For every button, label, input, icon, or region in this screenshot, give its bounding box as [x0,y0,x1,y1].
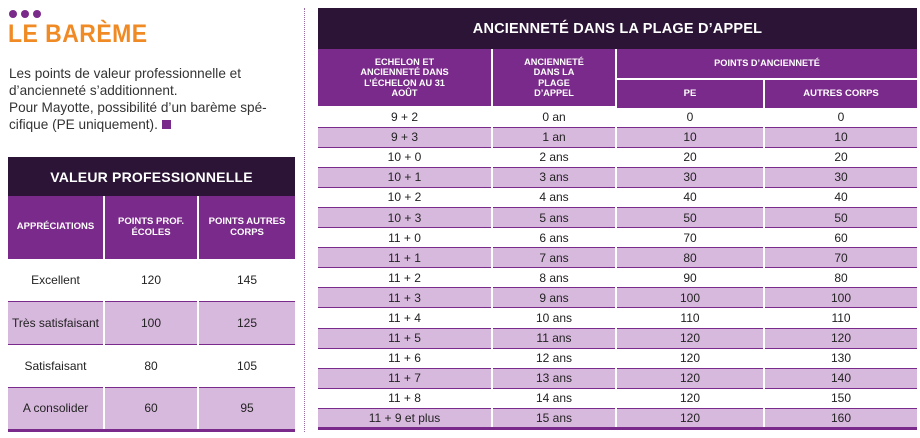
table-cell: 0 [764,107,917,127]
intro-text [9,65,299,133]
table-cell: 60 [764,228,917,248]
table-cell: 10 + 1 [318,167,492,187]
table-cell: 95 [198,387,295,430]
table-row [8,344,295,387]
table-cell: 1 an [492,127,616,147]
table-cell: 80 [764,268,917,288]
table-row [318,147,917,167]
table-cell: 2 ans [492,147,616,167]
table-row [318,388,917,408]
table-row [318,308,917,328]
table-cell: 160 [764,408,917,428]
table-cell: 0 an [492,107,616,127]
column-header: APPRÉCIATIONS [8,196,104,258]
table-row [318,288,917,308]
table-cell: 80 [104,344,198,387]
table-cell: 6 ans [492,228,616,248]
table-cell: 40 [616,187,764,207]
table-cell: 110 [764,308,917,328]
table-row [318,127,917,147]
column-header: ANCIENNETÉ DANS LA PLAGE D’APPEL [492,49,616,107]
table-cell: 12 ans [492,348,616,368]
table-cell: A consolider [8,387,104,430]
table-cell: 11 + 8 [318,388,492,408]
table-cell: 3 ans [492,167,616,187]
end-square-icon [162,120,171,129]
table-cell: 14 ans [492,388,616,408]
table-cell: 30 [616,167,764,187]
anciennete-table [318,8,917,430]
table-title: ANCIENNETÉ DANS LA PLAGE D’APPEL [318,8,917,49]
table-row [318,107,917,127]
table-row [318,228,917,248]
table-cell: 120 [616,328,764,348]
column-divider [304,8,305,432]
table-cell: 100 [104,301,198,344]
table-cell: 145 [198,258,295,301]
page-title: LE BARÈME [8,20,148,48]
table-cell: 11 ans [492,328,616,348]
table-row [318,167,917,187]
table-title: VALEUR PROFESSIONNELLE [8,157,295,196]
table-cell: 110 [616,308,764,328]
intro-line-mayotte [9,99,299,133]
column-header: POINTS AUTRES CORPS [198,196,295,258]
intro-line: Pour Mayotte, possibilité d’un barème spé-cifique (PE uniquement). [9,100,267,132]
table-cell: 20 [764,147,917,167]
table-cell: 5 ans [492,207,616,227]
table-row [318,268,917,288]
column-header: AUTRES CORPS [764,79,917,107]
table-row [318,187,917,207]
table-cell: 60 [104,387,198,430]
table-cell: 140 [764,368,917,388]
intro-line: Les points de valeur professionnelle et d’ancienneté s’additionnent. [9,66,241,98]
table-row [318,348,917,368]
table-cell: 150 [764,388,917,408]
table-cell: 10 [616,127,764,147]
table-cell: 11 + 9 et plus [318,408,492,428]
table-cell: 120 [616,388,764,408]
table-cell: 120 [616,408,764,428]
table-cell: 90 [616,268,764,288]
table-row [8,301,295,344]
table-cell: 11 + 0 [318,228,492,248]
table-cell: 10 [764,127,917,147]
table-cell: 4 ans [492,187,616,207]
table-cell: 125 [198,301,295,344]
table-cell: 100 [616,288,764,308]
table-cell: 0 [616,107,764,127]
table-cell: 11 + 4 [318,308,492,328]
table-row [318,248,917,268]
column-header: POINTS PROF. ÉCOLES [104,196,198,258]
table-cell: 100 [764,288,917,308]
table-cell: 10 + 2 [318,187,492,207]
table-cell: 40 [764,187,917,207]
table-cell: 8 ans [492,268,616,288]
dot-icon [21,10,29,18]
table-cell: 11 + 5 [318,328,492,348]
table-cell: 50 [764,207,917,227]
table-cell: 13 ans [492,368,616,388]
table-cell: 70 [616,228,764,248]
table-cell: Excellent [8,258,104,301]
table-row [318,368,917,388]
table-cell: 11 + 1 [318,248,492,268]
table-cell: 11 + 2 [318,268,492,288]
table-cell: 120 [616,368,764,388]
table-row [8,387,295,430]
table-cell: 9 + 3 [318,127,492,147]
table-cell: 120 [616,348,764,368]
table-cell: 7 ans [492,248,616,268]
table-cell: 105 [198,344,295,387]
table-cell: 120 [104,258,198,301]
table-cell: 15 ans [492,408,616,428]
table-row [318,328,917,348]
table-cell: 11 + 6 [318,348,492,368]
table-cell: 10 + 0 [318,147,492,167]
table-cell: 70 [764,248,917,268]
table-cell: 20 [616,147,764,167]
table-cell: 9 + 2 [318,107,492,127]
table-cell: 11 + 7 [318,368,492,388]
table-cell: 30 [764,167,917,187]
column-header: PE [616,79,764,107]
table-cell: Satisfaisant [8,344,104,387]
table-cell: 120 [764,328,917,348]
decorative-dots [9,10,41,18]
table-row [8,258,295,301]
table-cell: 50 [616,207,764,227]
table-cell: Très satisfaisant [8,301,104,344]
table-row [318,408,917,428]
table-cell: 9 ans [492,288,616,308]
table-cell: 10 ans [492,308,616,328]
table-cell: 11 + 3 [318,288,492,308]
table-cell: 130 [764,348,917,368]
anciennete-rows [318,107,917,429]
table-cell: 10 + 3 [318,207,492,227]
dot-icon [9,10,17,18]
table-cell: 80 [616,248,764,268]
table-row [318,207,917,227]
dot-icon [33,10,41,18]
valeur-professionnelle-table [8,157,295,432]
column-group-header: POINTS D’ANCIENNETÉ [616,49,917,79]
column-header: ECHELON ET ANCIENNETÉ DANS L’ÉCHELON AU 31 AOÛT [318,49,492,107]
